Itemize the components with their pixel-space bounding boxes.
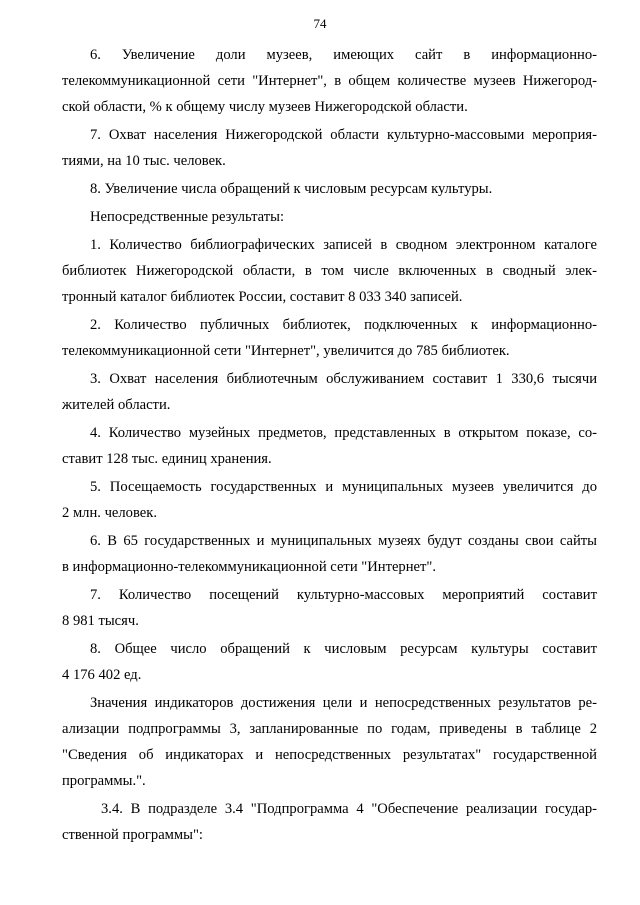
- text-line: тронный каталог библиотек России, составит 8 033 340 записей.: [62, 289, 463, 305]
- text-line: ставит 128 тыс. единиц хранения.: [62, 451, 272, 467]
- paragraph-result-8: [0, 636, 640, 688]
- paragraph-results-heading: [0, 204, 640, 230]
- text-line: 5. Посещаемость государственных и муниципальных музеев увеличится до: [90, 479, 597, 495]
- text-line: жителей области.: [62, 397, 171, 413]
- paragraph-subsection-3-4: [0, 796, 640, 848]
- paragraph-result-5: [0, 474, 640, 526]
- text-line: 7. Количество посещений культурно-массовых мероприятий составит: [90, 587, 597, 603]
- paragraph-indicator-values: [0, 690, 640, 794]
- paragraph-result-4: [0, 420, 640, 472]
- text-line: 4 176 402 ед.: [62, 667, 142, 683]
- text-line: библиотек Нижегородской области, в том числе включенных в сводный элек-: [62, 263, 597, 279]
- text-line: 4. Количество музейных предметов, представленных в открытом показе, со-: [90, 425, 597, 441]
- paragraph-result-2: [0, 312, 640, 364]
- text-line: программы.".: [62, 773, 146, 789]
- text-line: в информационно-телекоммуникационной сети "Интернет".: [62, 559, 436, 575]
- text-line: ализации подпрограммы 3, запланированные по годам, приведены в таблице 2: [62, 721, 597, 737]
- document-body: [0, 42, 640, 850]
- text-line: тиями, на 10 тыс. человек.: [62, 153, 226, 169]
- text-line: ственной программы":: [62, 827, 203, 843]
- text-line: 1. Количество библиографических записей в сводном электронном каталоге: [90, 237, 597, 253]
- text-line: Значения индикаторов достижения цели и непосредственных результатов ре-: [90, 695, 597, 711]
- text-line: 3.4. В подразделе 3.4 "Подпрограмма 4 "Обеспечение реализации государ-: [101, 801, 597, 817]
- paragraph-indicator-8: [0, 176, 640, 202]
- text-line: 3. Охват населения библиотечным обслуживанием составит 1 330,6 тысячи: [90, 371, 597, 387]
- paragraph-indicator-6: [0, 42, 640, 120]
- text-line: 2 млн. человек.: [62, 505, 157, 521]
- text-line: 7. Охват населения Нижегородской области культурно-массовыми мероприя-: [90, 127, 597, 143]
- paragraph-result-6: [0, 528, 640, 580]
- paragraph-result-1: [0, 232, 640, 310]
- paragraph-indicator-7: [0, 122, 640, 174]
- text-line: 2. Количество публичных библиотек, подключенных к информационно-: [90, 317, 597, 333]
- text-line: телекоммуникационной сети "Интернет", увеличится до 785 библиотек.: [62, 343, 510, 359]
- text-line: "Сведения об индикаторах и непосредственных результатах" государственной: [62, 747, 597, 763]
- text-line: 8 981 тысяч.: [62, 613, 139, 629]
- text-line: 8. Общее число обращений к числовым ресурсам культуры составит: [90, 641, 597, 657]
- text-line: телекоммуникационной сети "Интернет", в общем количестве музеев Нижегород-: [62, 73, 597, 89]
- paragraph-result-3: [0, 366, 640, 418]
- text-line: 6. Увеличение доли музеев, имеющих сайт в информационно-: [90, 47, 597, 63]
- page-number: 74: [313, 16, 327, 31]
- text-line: ской области, % к общему числу музеев Нижегородской области.: [62, 99, 468, 115]
- paragraph-result-7: [0, 582, 640, 634]
- text-line: 8. Увеличение числа обращений к числовым ресурсам культуры.: [90, 181, 493, 197]
- text-line: 6. В 65 государственных и муниципальных музеях будут созданы свои сайты: [90, 533, 597, 549]
- text-line: Непосредственные результаты:: [90, 209, 285, 225]
